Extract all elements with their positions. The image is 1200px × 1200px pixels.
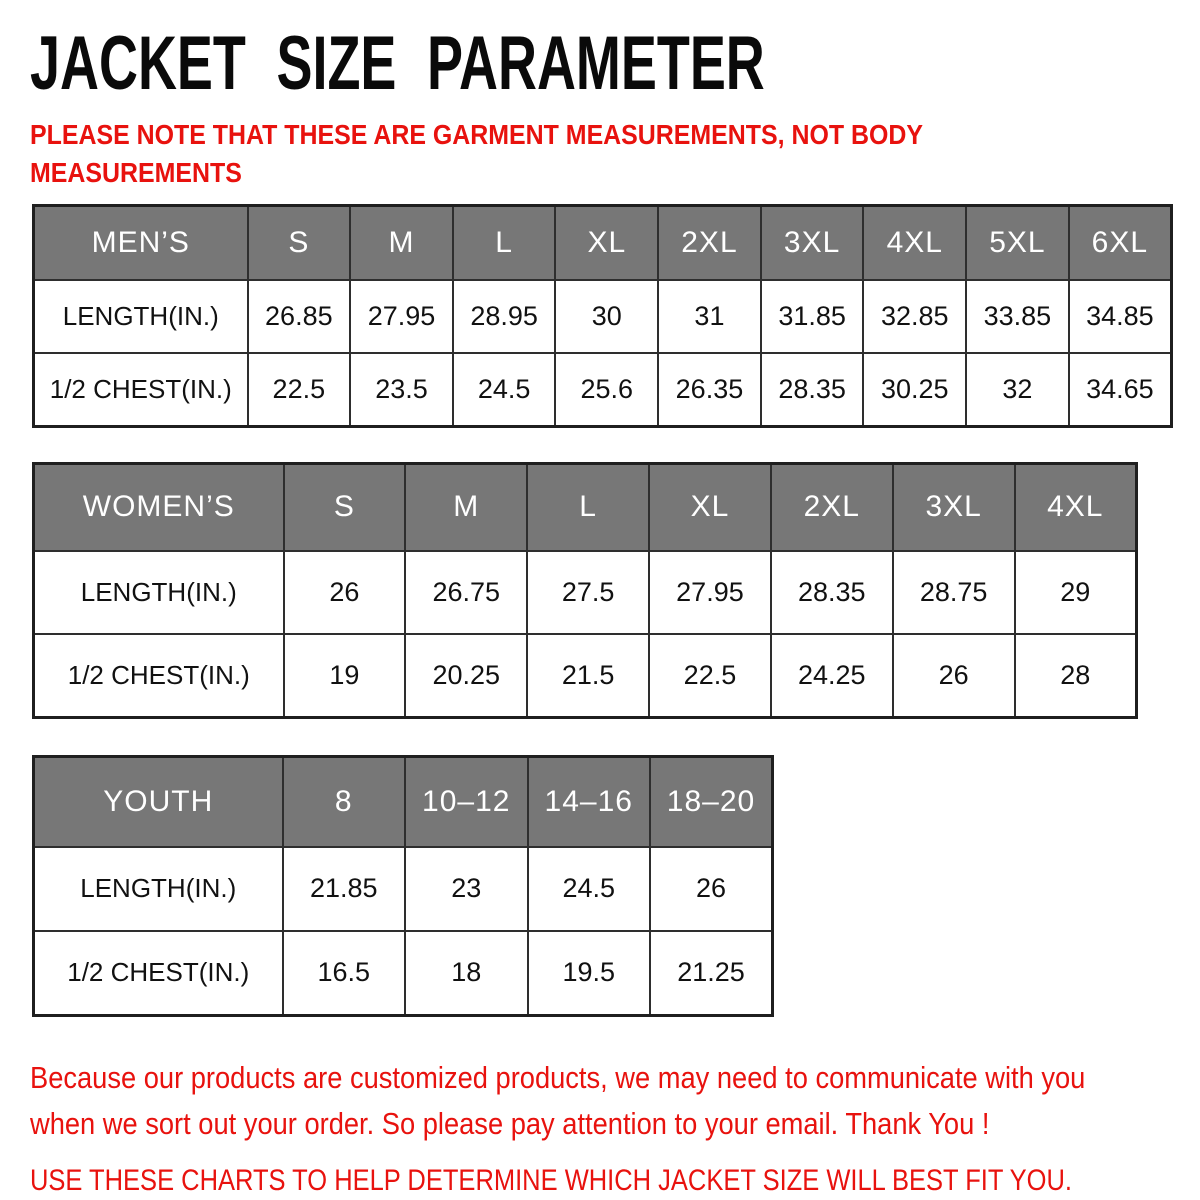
value-cell: 29: [1015, 551, 1137, 634]
value-cell: 22.5: [248, 353, 351, 427]
row-label-cell: 1/2 CHEST(IN.): [34, 634, 284, 718]
row-label-cell: LENGTH(IN.): [34, 280, 248, 353]
mens-chest-row: [34, 353, 1172, 427]
youth-header-row: [34, 756, 773, 847]
mens-size-table: [32, 204, 1173, 428]
value-cell: 32.85: [863, 280, 966, 353]
womens-header-row: [34, 463, 1137, 551]
value-cell: 16.5: [283, 931, 406, 1016]
value-cell: 20.25: [405, 634, 527, 718]
value-cell: 27.95: [649, 551, 771, 634]
youth-table-label: YOUTH: [34, 756, 283, 847]
value-cell: 21.25: [650, 931, 773, 1016]
value-cell: 24.5: [453, 353, 556, 427]
size-header-cell: 2XL: [658, 205, 761, 280]
value-cell: 27.5: [527, 551, 649, 634]
mens-table-label: MEN’S: [34, 205, 248, 280]
youth-size-table: [32, 755, 774, 1017]
value-cell: 28.75: [893, 551, 1015, 634]
value-cell: 18: [405, 931, 528, 1016]
value-cell: 26.75: [405, 551, 527, 634]
value-cell: 26: [650, 847, 773, 931]
size-header-cell: XL: [649, 463, 771, 551]
value-cell: 28.95: [453, 280, 556, 353]
value-cell: 26.35: [658, 353, 761, 427]
row-label-cell: 1/2 CHEST(IN.): [34, 353, 248, 427]
footer-note-customization: Because our products are customized products, we may need to communicate with you when we sort out your order. So please pay attention to your email. Thank You !: [30, 1059, 1086, 1142]
size-header-cell: S: [248, 205, 351, 280]
value-cell: 27.95: [350, 280, 453, 353]
measurement-note: PLEASE NOTE THAT THESE ARE GARMENT MEASUREMENTS, NOT BODY MEASUREMENTS: [30, 119, 923, 188]
value-cell: 24.25: [771, 634, 893, 718]
value-cell: 25.6: [555, 353, 658, 427]
value-cell: 26.85: [248, 280, 351, 353]
value-cell: 23.5: [350, 353, 453, 427]
value-cell: 30: [555, 280, 658, 353]
value-cell: 19.5: [528, 931, 651, 1016]
size-header-cell: M: [405, 463, 527, 551]
size-header-cell: L: [453, 205, 556, 280]
womens-table-label: WOMEN’S: [34, 463, 284, 551]
value-cell: 28.35: [771, 551, 893, 634]
size-header-cell: M: [350, 205, 453, 280]
womens-chest-row: [34, 634, 1137, 718]
size-header-cell: S: [284, 463, 406, 551]
size-header-cell: 3XL: [761, 205, 864, 280]
size-header-cell: XL: [555, 205, 658, 280]
value-cell: 26: [893, 634, 1015, 718]
page-title: JACKET SIZE PARAMETER: [30, 21, 765, 106]
value-cell: 21.85: [283, 847, 406, 931]
value-cell: 28: [1015, 634, 1137, 718]
value-cell: 31: [658, 280, 761, 353]
value-cell: 34.85: [1069, 280, 1172, 353]
youth-length-row: [34, 847, 773, 931]
size-header-cell: 2XL: [771, 463, 893, 551]
mens-header-row: [34, 205, 1172, 280]
size-header-cell: 4XL: [1015, 463, 1137, 551]
row-label-cell: LENGTH(IN.): [34, 847, 283, 931]
size-header-cell: 10–12: [405, 756, 528, 847]
value-cell: 19: [284, 634, 406, 718]
womens-length-row: [34, 551, 1137, 634]
value-cell: 23: [405, 847, 528, 931]
value-cell: 24.5: [528, 847, 651, 931]
row-label-cell: 1/2 CHEST(IN.): [34, 931, 283, 1016]
value-cell: 33.85: [966, 280, 1069, 353]
value-cell: 30.25: [863, 353, 966, 427]
size-header-cell: 3XL: [893, 463, 1015, 551]
womens-size-table: [32, 462, 1138, 719]
value-cell: 31.85: [761, 280, 864, 353]
size-header-cell: 4XL: [863, 205, 966, 280]
value-cell: 22.5: [649, 634, 771, 718]
size-chart-page: [0, 21, 1200, 1200]
youth-chest-row: [34, 931, 773, 1016]
value-cell: 21.5: [527, 634, 649, 718]
size-header-cell: 5XL: [966, 205, 1069, 280]
value-cell: 34.65: [1069, 353, 1172, 427]
value-cell: 32: [966, 353, 1069, 427]
size-header-cell: 14–16: [528, 756, 651, 847]
size-header-cell: 6XL: [1069, 205, 1172, 280]
value-cell: 28.35: [761, 353, 864, 427]
value-cell: 26: [284, 551, 406, 634]
mens-length-row: [34, 280, 1172, 353]
size-header-cell: 8: [283, 756, 406, 847]
size-header-cell: 18–20: [650, 756, 773, 847]
size-header-cell: L: [527, 463, 649, 551]
footer-note-usage: USE THESE CHARTS TO HELP DETERMINE WHICH JACKET SIZE WILL BEST FIT YOU.: [30, 1163, 1072, 1197]
row-label-cell: LENGTH(IN.): [34, 551, 284, 634]
